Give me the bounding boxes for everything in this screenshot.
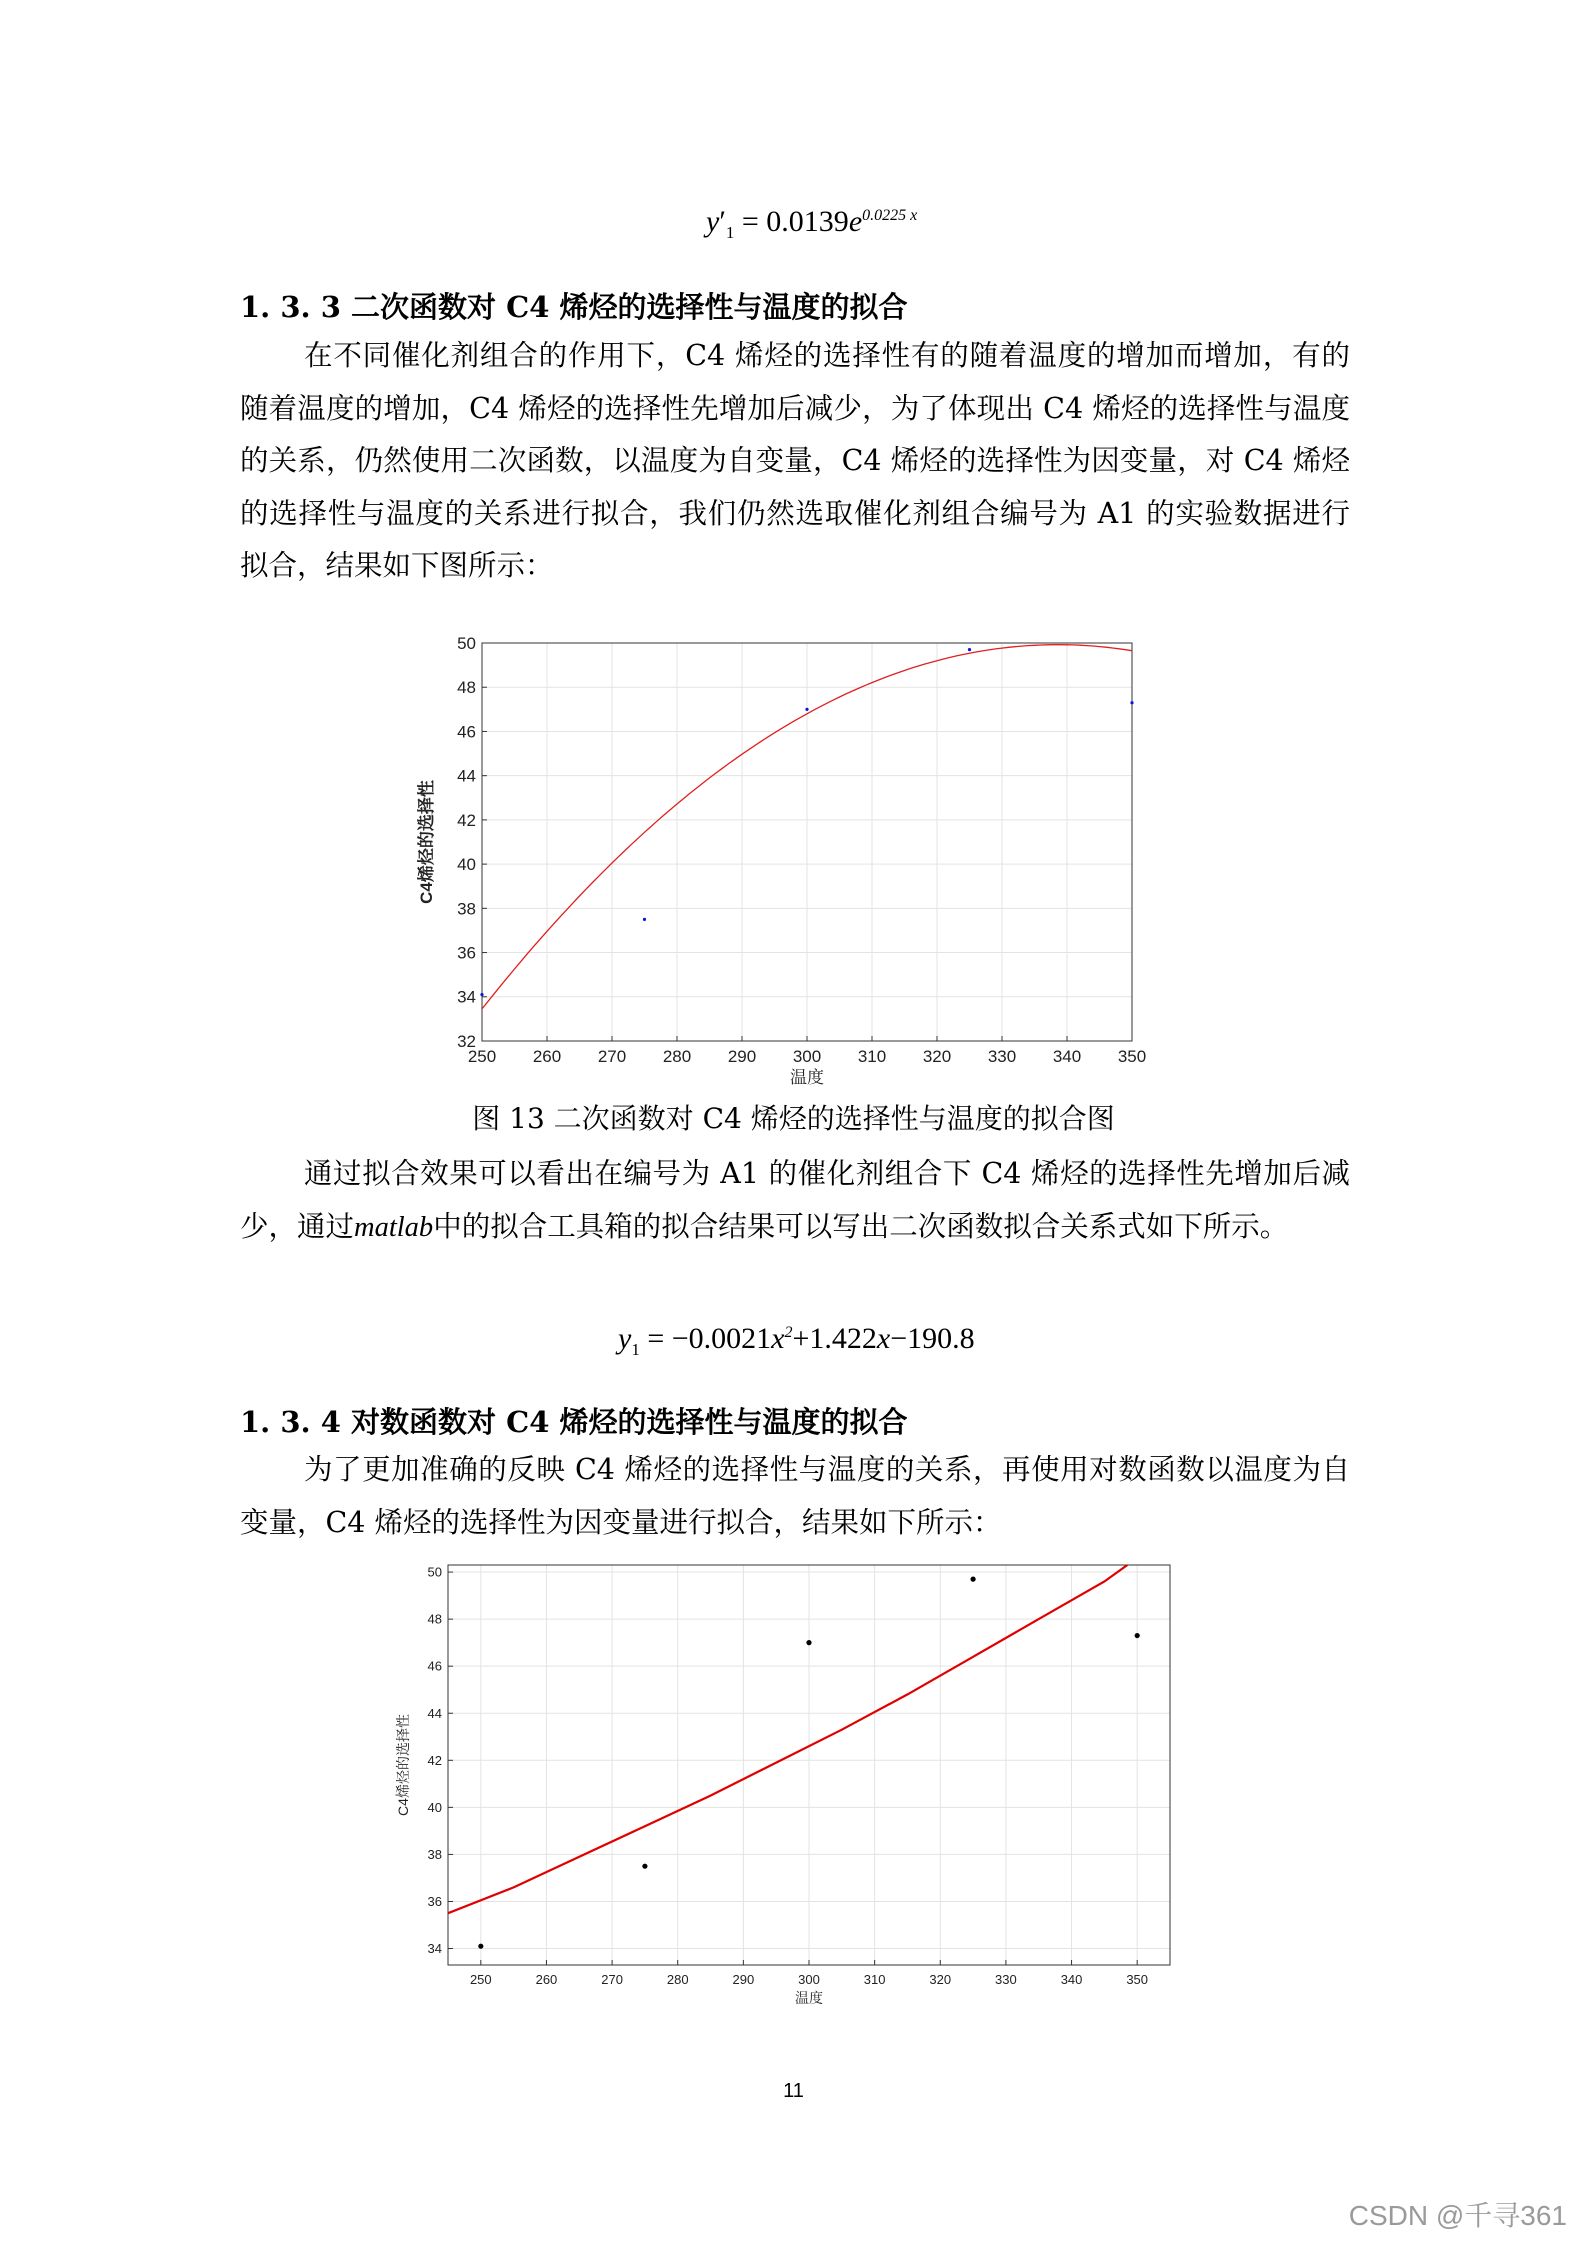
exp-prime: ′ — [719, 205, 726, 238]
x-tick-label: 260 — [535, 1972, 558, 1987]
y-axis-label: C4烯烃的选择性 — [395, 1714, 411, 1816]
data-point — [478, 1944, 483, 1949]
y-axis-label: C4烯烃的选择性 — [417, 780, 436, 904]
y-tick-label: 48 — [457, 678, 476, 698]
curve-fit-chart — [395, 1550, 1195, 2010]
x-tick-label: 310 — [857, 1047, 887, 1066]
page-number: 11 — [783, 2080, 804, 2102]
data-point — [805, 708, 808, 711]
x-tick-label: 300 — [798, 1972, 820, 1987]
x-tick-label: 330 — [987, 1047, 1017, 1066]
x-tick-label: 340 — [1052, 1047, 1082, 1066]
section-paragraph-134: 为了更加准确的反映 C4 烯烃的选择性与温度的关系，再使用对数函数以温度为自变量，C4 烯烃的选择性为因变量进行拟合，结果如下所示： — [240, 1453, 1350, 1539]
exp-sub: 1 — [725, 223, 735, 242]
exponential-equation — [706, 205, 917, 243]
x-tick-label: 330 — [995, 1972, 1017, 1987]
exp-rhs: = 0.0139 — [741, 205, 849, 238]
x-tick-label: 280 — [666, 1972, 689, 1987]
x-tick-label: 280 — [662, 1047, 692, 1066]
y-tick-label: 42 — [457, 810, 476, 830]
quad-x: x — [771, 1322, 785, 1355]
y-tick-label: 32 — [457, 1031, 476, 1051]
quad-sub: 1 — [631, 1340, 640, 1359]
x-tick-label: 340 — [1060, 1972, 1083, 1987]
x-tick-label: 250 — [469, 1972, 492, 1987]
para-part1: 通过拟合效果可以看出在编号为 A1 的催化剂组合下 C4 烯烃的选择性先增加后减少，通过 — [240, 1157, 1350, 1243]
x-tick-label: 350 — [1117, 1047, 1147, 1066]
para-part2: 中的拟合工具箱的拟合结果可以写出二次函数拟合关系式如下所示。 — [433, 1209, 1289, 1243]
x-axis-label: 温度 — [795, 1990, 823, 2006]
data-point — [1130, 701, 1133, 704]
x-tick-label: 290 — [732, 1972, 755, 1987]
x-tick-label: 320 — [922, 1047, 952, 1066]
y-tick-label: 50 — [427, 1564, 442, 1580]
quad-lhs: y — [618, 1322, 632, 1355]
section-heading-133: 1. 3. 3 二次函数对 C4 烯烃的选择性与温度的拟合 — [240, 290, 908, 324]
data-point — [968, 648, 971, 651]
fit-curve — [448, 1558, 1137, 1913]
data-point — [643, 918, 646, 921]
quad-x1: x — [876, 1322, 891, 1355]
quadratic-equation — [618, 1322, 975, 1360]
x-tick-label: 270 — [601, 1972, 623, 1987]
x-tick-label: 250 — [467, 1047, 497, 1066]
section-paragraph-133: 在不同催化剂组合的作用下，C4 烯烃的选择性有的随着温度的增加而增加，有的随着温度的增加，C4 烯烃的选择性先增加后减少，为了体现出 C4 烯烃的选择性与温度的关系，仍然使用二次函数，以温度为自变量，C4 烯烃的选择性为因变量，对 C4 烯烃的选择性与温度的关系进行拟合，我们仍然选取催化剂组合编号为 A1 的实验数据进行拟合，结果如下图所示： — [240, 339, 1350, 582]
x-tick-label: 320 — [929, 1972, 952, 1987]
paragraph-after-figure-13 — [240, 1148, 1350, 1254]
y-tick-label: 48 — [427, 1611, 442, 1627]
quad-x2: 2 — [784, 1324, 793, 1341]
x-tick-label: 290 — [727, 1047, 757, 1066]
data-point — [806, 1640, 811, 1645]
y-tick-label: 42 — [427, 1752, 442, 1768]
x-axis-label: 温度 — [790, 1068, 824, 1087]
exp-power: 0.0225 x — [862, 207, 918, 224]
figure-13-caption: 图 13 二次函数对 C4 烯烃的选择性与温度的拟合图 — [472, 1102, 1115, 1135]
exp-lhs: y — [706, 205, 720, 238]
quad-eq: = −0.0021 — [647, 1322, 772, 1355]
exp-base: e — [848, 205, 863, 238]
data-point — [970, 1577, 975, 1582]
data-point — [642, 1864, 647, 1869]
y-tick-label: 38 — [427, 1846, 442, 1862]
x-tick-label: 300 — [792, 1047, 822, 1066]
quad-tail: −190.8 — [890, 1322, 975, 1355]
y-tick-label: 34 — [427, 1941, 442, 1957]
y-tick-label: 44 — [427, 1705, 442, 1721]
y-tick-label: 44 — [457, 766, 476, 786]
section-heading-134: 1. 3. 4 对数函数对 C4 烯烃的选择性与温度的拟合 — [240, 1405, 908, 1439]
y-tick-label: 46 — [457, 722, 476, 742]
y-tick-label: 36 — [457, 943, 476, 963]
x-tick-label: 350 — [1126, 1972, 1149, 1987]
data-point — [480, 993, 483, 996]
y-tick-label: 38 — [457, 899, 476, 919]
quadratic-fit-chart — [400, 620, 1160, 1090]
data-point — [1135, 1633, 1140, 1638]
x-tick-label: 260 — [532, 1047, 562, 1066]
y-tick-label: 50 — [457, 633, 476, 653]
csdn-watermark: CSDN @千寻361 — [1348, 2200, 1567, 2231]
quad-mid: +1.422 — [792, 1322, 877, 1355]
y-tick-label: 40 — [457, 855, 476, 875]
y-tick-label: 34 — [457, 987, 476, 1007]
y-tick-label: 46 — [427, 1658, 442, 1674]
x-tick-label: 310 — [863, 1972, 886, 1987]
x-tick-label: 270 — [597, 1047, 627, 1066]
y-tick-label: 40 — [427, 1799, 442, 1815]
matlab-word: matlab — [354, 1211, 434, 1243]
y-tick-label: 36 — [427, 1894, 442, 1910]
